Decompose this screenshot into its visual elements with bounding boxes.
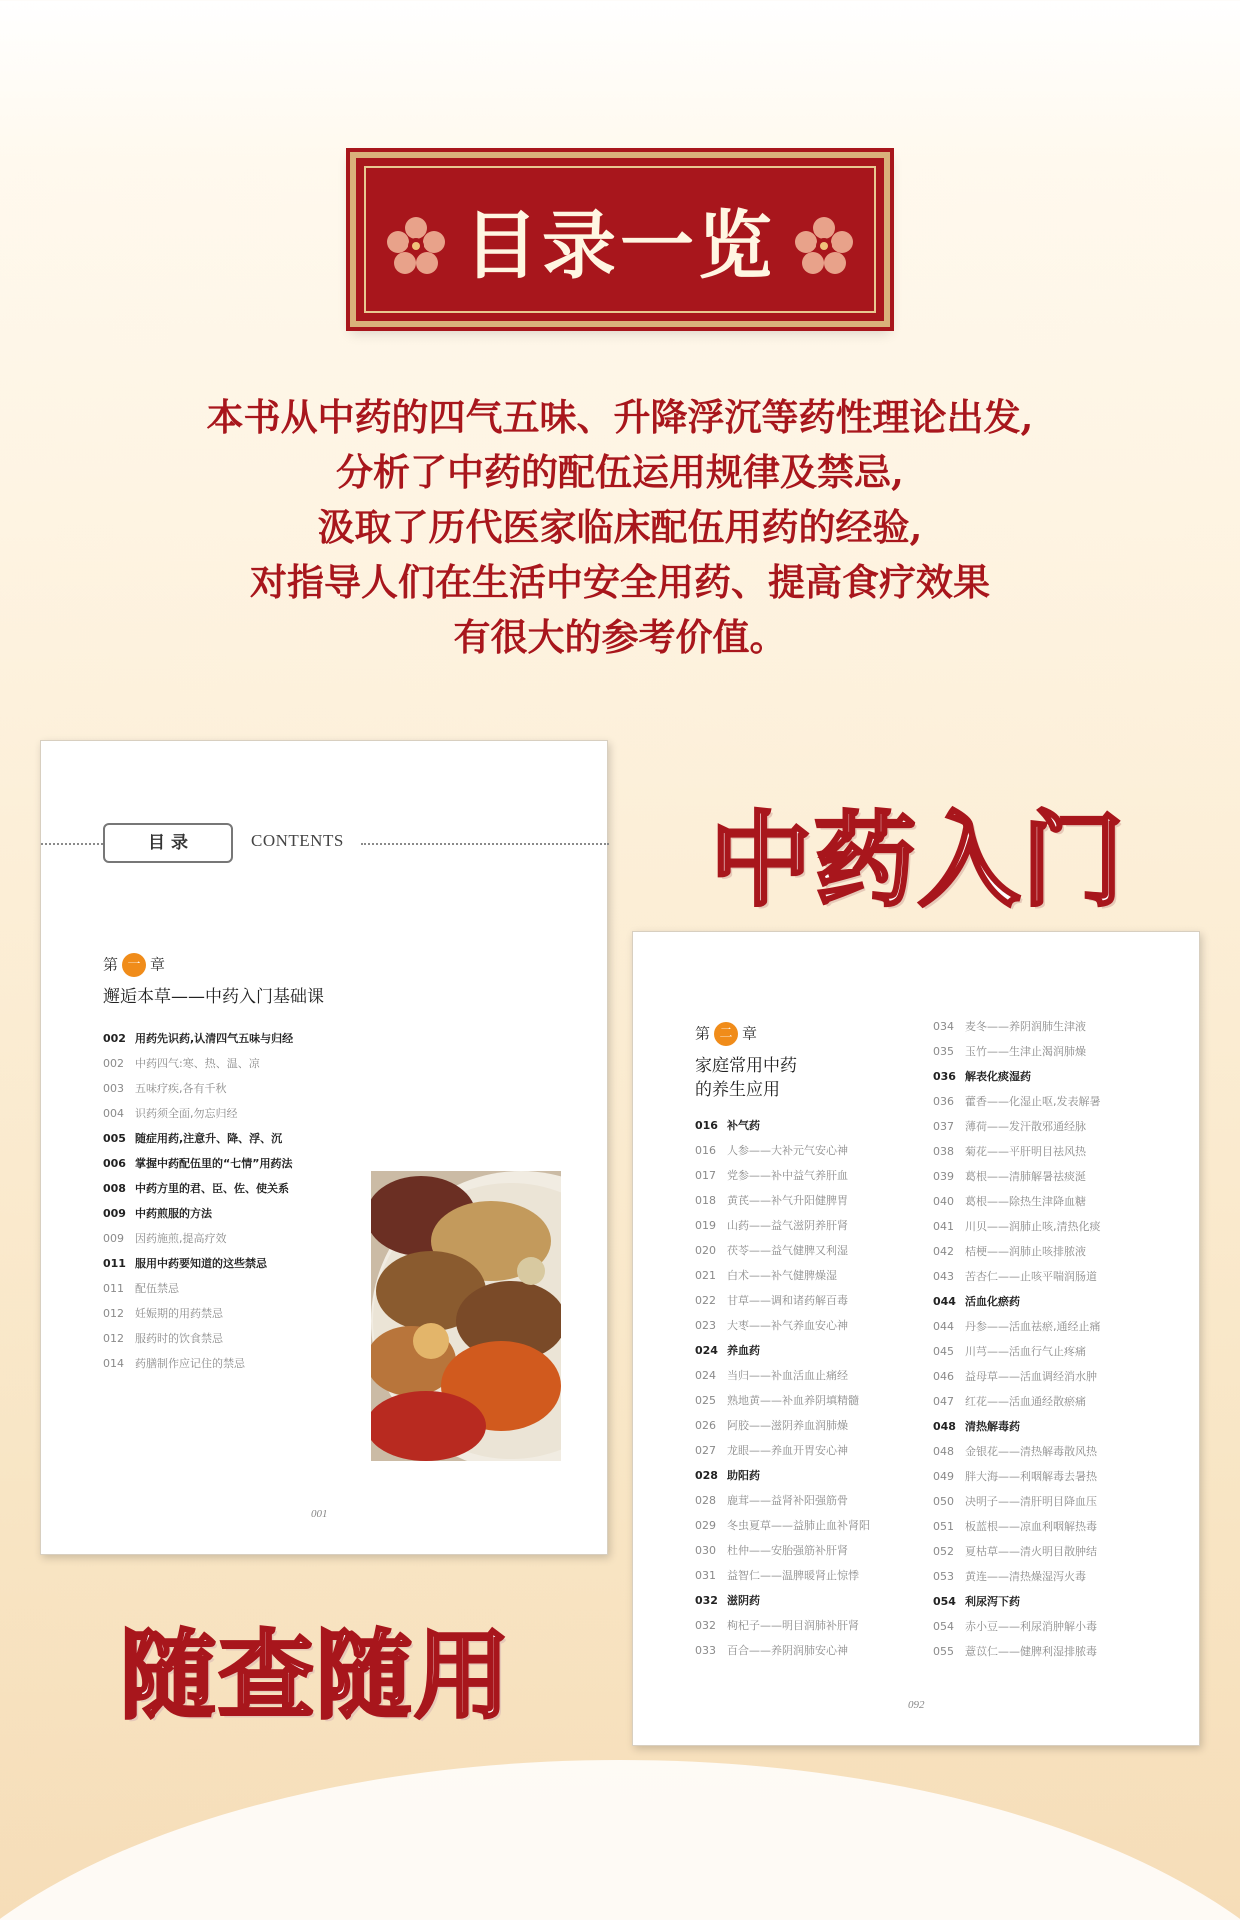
toc-page-number: 039 [933,1170,954,1183]
toc-entry-text: 玉竹——生津止渴润肺燥 [965,1045,1086,1058]
toc-page-two [632,931,1200,1746]
toc-entry [933,1164,1163,1189]
toc-entry [695,1388,915,1413]
intro-line: 汲取了历代医家临床配伍用药的经验, [317,505,923,549]
slogan-primary: 中药入门 [710,802,1126,921]
toc-page-number: 018 [695,1194,716,1207]
toc-entry-text: 苦杏仁——止咳平喘润肠道 [965,1270,1097,1283]
toc-page-number: 033 [695,1644,716,1657]
toc-entry-text: 大枣——补气养血安心神 [727,1319,848,1332]
toc-entry [103,1276,373,1301]
toc-entry-text: 人参——大补元气安心神 [727,1144,848,1157]
toc-page-number: 047 [933,1395,954,1408]
toc-entry-text: 识药须全面,勿忘归经 [135,1107,238,1120]
toc-page-number: 020 [695,1244,716,1257]
toc-entry-text: 赤小豆——利尿消肿解小毒 [965,1620,1097,1633]
toc-entry [933,1039,1163,1064]
toc-page-number: 034 [933,1020,954,1033]
toc-entry [695,1238,915,1263]
toc-page-number: 046 [933,1370,954,1383]
toc-page-number: 022 [695,1294,716,1307]
toc-entry [933,1214,1163,1239]
toc-entry [933,1314,1163,1339]
chapter-prefix: 第 [695,1024,711,1043]
chapter-suffix: 章 [150,955,166,974]
toc-page-number: 028 [695,1494,716,1507]
toc-entry [695,1338,915,1363]
toc-entry-text: 解表化痰湿药 [965,1070,1031,1083]
toc-entry-text: 鹿茸——益肾补阳强筋骨 [727,1494,848,1507]
toc-entry-text: 龙眼——养血开胃安心神 [727,1444,848,1457]
toc-page-number: 026 [695,1419,716,1432]
toc-entry-text: 随症用药,注意升、降、浮、沉 [135,1132,283,1145]
toc-entry [103,1151,373,1176]
toc-entry [933,1289,1163,1314]
toc-page-number: 019 [695,1219,716,1232]
chapter-suffix: 章 [742,1024,758,1043]
toc-page-number: 028 [695,1469,718,1482]
toc-entry [933,1439,1163,1464]
toc-entry-text: 杜仲——安胎强筋补肝肾 [727,1544,848,1557]
toc-page-number: 040 [933,1195,954,1208]
toc-entry-text: 枸杞子——明目润肺补肝肾 [727,1619,859,1632]
chapter-number-badge: 二 [714,1022,738,1046]
title-banner [350,152,890,327]
divider [41,843,103,845]
toc-entry-text: 白术——补气健脾燥湿 [727,1269,837,1282]
toc-page-number: 050 [933,1495,954,1508]
toc-page-number: 049 [933,1470,954,1483]
chapter-prefix: 第 [103,955,119,974]
toc-entry [103,1176,373,1201]
toc-entry [103,1076,373,1101]
toc-page-number: 042 [933,1245,954,1258]
toc-entry [103,1226,373,1251]
toc-page-number: 038 [933,1145,954,1158]
toc-entry [695,1638,915,1663]
toc-list [933,1014,1163,1664]
toc-page-number: 036 [933,1070,956,1083]
toc-entry [103,1326,373,1351]
toc-entry [933,1014,1163,1039]
toc-list [103,1026,373,1376]
toc-page-number: 051 [933,1520,954,1533]
toc-page-number: 031 [695,1569,716,1582]
toc-entry-text: 清热解毒药 [965,1420,1020,1433]
toc-entry [103,1301,373,1326]
toc-entry-text: 茯苓——益气健脾又利湿 [727,1244,848,1257]
toc-page-number: 016 [695,1119,718,1132]
toc-entry-text: 川芎——活血行气止疼痛 [965,1345,1086,1358]
toc-page-number: 044 [933,1320,954,1333]
toc-entry-text: 薄荷——发汗散邪通经脉 [965,1120,1086,1133]
contents-label-en: CONTENTS [251,831,344,850]
toc-entry [695,1438,915,1463]
toc-page-number: 016 [695,1144,716,1157]
toc-page-number: 012 [103,1332,124,1345]
toc-page-number: 054 [933,1595,956,1608]
toc-page-number: 002 [103,1057,124,1070]
toc-page-number: 012 [103,1307,124,1320]
toc-page-number: 011 [103,1257,126,1270]
toc-page-number: 037 [933,1120,954,1133]
toc-page-number: 044 [933,1295,956,1308]
toc-entry-text: 冬虫夏草——益肺止血补肾阳 [727,1519,870,1532]
toc-entry [695,1613,915,1638]
toc-entry-text: 妊娠期的用药禁忌 [135,1307,223,1320]
toc-page-one [40,740,608,1555]
toc-entry [933,1239,1163,1264]
intro-line: 有很大的参考价值。 [453,615,787,659]
intro-line: 分析了中药的配伍运用规律及禁忌, [336,450,904,494]
toc-entry [933,1189,1163,1214]
banner-title: 目录一览 [464,202,776,289]
toc-entry-text: 山药——益气滋阴养肝肾 [727,1219,848,1232]
toc-entry [103,1351,373,1376]
toc-page-number: 024 [695,1344,718,1357]
toc-entry [695,1563,915,1588]
toc-list [695,1113,915,1663]
toc-page-number: 006 [103,1157,126,1170]
toc-entry [695,1163,915,1188]
toc-entry-text: 川贝——润肺止咳,清热化痰 [965,1220,1101,1233]
toc-entry-text: 板蓝根——凉血利咽解热毒 [965,1520,1097,1533]
toc-entry [695,1138,915,1163]
toc-page-number: 002 [103,1032,126,1045]
toc-page-number: 021 [695,1269,716,1282]
toc-entry-text: 桔梗——润肺止咳排脓液 [965,1245,1086,1258]
toc-entry-text: 胖大海——利咽解毒去暑热 [965,1470,1097,1483]
toc-entry-text: 因药施煎,提高疗效 [135,1232,227,1245]
toc-page-number: 008 [103,1182,126,1195]
toc-entry [695,1113,915,1138]
chapter-label [103,953,165,977]
toc-entry-text: 藿香——化湿止呕,发表解暑 [965,1095,1101,1108]
toc-entry [695,1513,915,1538]
intro-line: 对指导人们在生活中安全用药、提高食疗效果 [250,560,990,604]
intro-line: 本书从中药的四气五味、升降浮沉等药性理论出发, [206,395,1034,439]
toc-entry-text: 葛根——除热生津降血糖 [965,1195,1086,1208]
toc-entry [933,1639,1163,1664]
toc-entry [933,1089,1163,1114]
toc-entry-text: 服用中药要知道的这些禁忌 [135,1257,267,1270]
toc-entry-text: 助阳药 [727,1469,760,1482]
toc-entry [695,1488,915,1513]
toc-entry-text: 益母草——活血调经消水肿 [965,1370,1097,1383]
toc-entry [695,1313,915,1338]
toc-entry-text: 中药四气:寒、热、温、凉 [135,1057,260,1070]
toc-entry-text: 甘草——调和诸药解百毒 [727,1294,848,1307]
toc-page-number: 054 [933,1620,954,1633]
toc-entry [103,1101,373,1126]
toc-page-number: 032 [695,1619,716,1632]
toc-page-number: 011 [103,1282,124,1295]
toc-entry [933,1589,1163,1614]
toc-entry [933,1464,1163,1489]
toc-page-number: 025 [695,1394,716,1407]
chapter-title [695,1054,797,1102]
toc-entry [695,1213,915,1238]
toc-page-number: 024 [695,1369,716,1382]
toc-page-number: 035 [933,1045,954,1058]
toc-entry [103,1026,373,1051]
toc-entry [103,1251,373,1276]
toc-page-number: 053 [933,1570,954,1583]
toc-entry [695,1538,915,1563]
toc-entry-text: 黄芪——补气升阳健脾胃 [727,1194,848,1207]
toc-entry-text: 利尿泻下药 [965,1595,1020,1608]
toc-entry-text: 活血化瘀药 [965,1295,1020,1308]
toc-entry-text: 阿胶——滋阴养血润肺燥 [727,1419,848,1432]
toc-entry-text: 掌握中药配伍里的“七情”用药法 [135,1157,293,1170]
toc-entry [103,1201,373,1226]
toc-entry [695,1288,915,1313]
toc-entry-text: 益智仁——温脾暖肾止惊悸 [727,1569,859,1582]
toc-page-number: 048 [933,1420,956,1433]
toc-entry [933,1389,1163,1414]
page-number: 092 [908,1699,925,1711]
toc-page-number: 017 [695,1169,716,1182]
toc-entry [695,1588,915,1613]
toc-page-number: 048 [933,1445,954,1458]
toc-entry-text: 补气药 [727,1119,760,1132]
toc-entry-text: 金银花——清热解毒散风热 [965,1445,1097,1458]
toc-entry [933,1564,1163,1589]
toc-entry-text: 决明子——清肝明目降血压 [965,1495,1097,1508]
toc-entry [695,1463,915,1488]
slogan-secondary: 随查随用 [120,1620,512,1732]
toc-entry-text: 中药方里的君、臣、佐、使关系 [135,1182,289,1195]
toc-entry-text: 薏苡仁——健脾利湿排脓毒 [965,1645,1097,1658]
toc-page-number: 003 [103,1082,124,1095]
toc-page-number: 023 [695,1319,716,1332]
toc-entry [933,1139,1163,1164]
toc-entry [933,1339,1163,1364]
contents-label-box: 目 录 [103,823,233,863]
flower-ornament-icon [792,214,856,278]
toc-entry-text: 药膳制作应记住的禁忌 [135,1357,245,1370]
toc-page-number: 032 [695,1594,718,1607]
chapter-title-line: 家庭常用中药 [695,1056,797,1076]
toc-page-number: 036 [933,1095,954,1108]
toc-entry-text: 党参——补中益气养肝血 [727,1169,848,1182]
toc-entry [695,1263,915,1288]
toc-page-number: 055 [933,1645,954,1658]
toc-entry [695,1188,915,1213]
toc-entry [933,1514,1163,1539]
toc-entry-text: 五味疗疾,各有千秋 [135,1082,227,1095]
toc-page-number: 009 [103,1207,126,1220]
toc-page-number: 043 [933,1270,954,1283]
toc-entry-text: 养血药 [727,1344,760,1357]
toc-entry-text: 麦冬——养阴润肺生津液 [965,1020,1086,1033]
toc-entry [933,1614,1163,1639]
toc-entry [933,1364,1163,1389]
toc-entry [933,1489,1163,1514]
toc-entry-text: 服药时的饮食禁忌 [135,1332,223,1345]
contents-header [41,823,609,863]
toc-page-number: 029 [695,1519,716,1532]
divider [361,843,609,845]
toc-entry-text: 配伍禁忌 [135,1282,179,1295]
herb-photo [371,1171,561,1461]
page-number: 001 [311,1508,328,1520]
chapter-title-line: 的养生应用 [695,1080,780,1100]
toc-page-number: 052 [933,1545,954,1558]
bottom-arc-decoration [0,1760,1240,1920]
toc-page-number: 009 [103,1232,124,1245]
toc-entry [695,1363,915,1388]
toc-entry-text: 葛根——清肺解暑祛痰涎 [965,1170,1086,1183]
intro-text [80,390,1160,665]
toc-entry-text: 红花——活血通经散瘀痛 [965,1395,1086,1408]
toc-entry [103,1126,373,1151]
chapter-label [695,1022,757,1046]
toc-entry-text: 当归——补血活血止痛经 [727,1369,848,1382]
toc-entry [933,1114,1163,1139]
toc-page-number: 045 [933,1345,954,1358]
toc-entry-text: 丹参——活血祛瘀,通经止痛 [965,1320,1101,1333]
toc-page-number: 004 [103,1107,124,1120]
toc-entry [933,1264,1163,1289]
chapter-number-badge: 一 [122,953,146,977]
toc-entry-text: 熟地黄——补血养阴填精髓 [727,1394,859,1407]
toc-entry-text: 百合——养阴润肺安心神 [727,1644,848,1657]
toc-entry [695,1413,915,1438]
toc-entry [933,1539,1163,1564]
toc-entry-text: 黄连——清热燥湿泻火毒 [965,1570,1086,1583]
toc-page-number: 027 [695,1444,716,1457]
flower-ornament-icon [384,214,448,278]
toc-page-number: 041 [933,1220,954,1233]
toc-page-number: 014 [103,1357,124,1370]
toc-entry [933,1064,1163,1089]
toc-page-number: 030 [695,1544,716,1557]
toc-entry-text: 中药煎服的方法 [135,1207,212,1220]
toc-entry-text: 菊花——平肝明目祛风热 [965,1145,1086,1158]
toc-entry [933,1414,1163,1439]
toc-entry-text: 滋阴药 [727,1594,760,1607]
toc-page-number: 005 [103,1132,126,1145]
toc-entry-text: 用药先识药,认清四气五味与归经 [135,1032,294,1045]
toc-entry [103,1051,373,1076]
toc-entry-text: 夏枯草——清火明目散肿结 [965,1545,1097,1558]
chapter-title: 邂逅本草——中药入门基础课 [103,987,324,1007]
